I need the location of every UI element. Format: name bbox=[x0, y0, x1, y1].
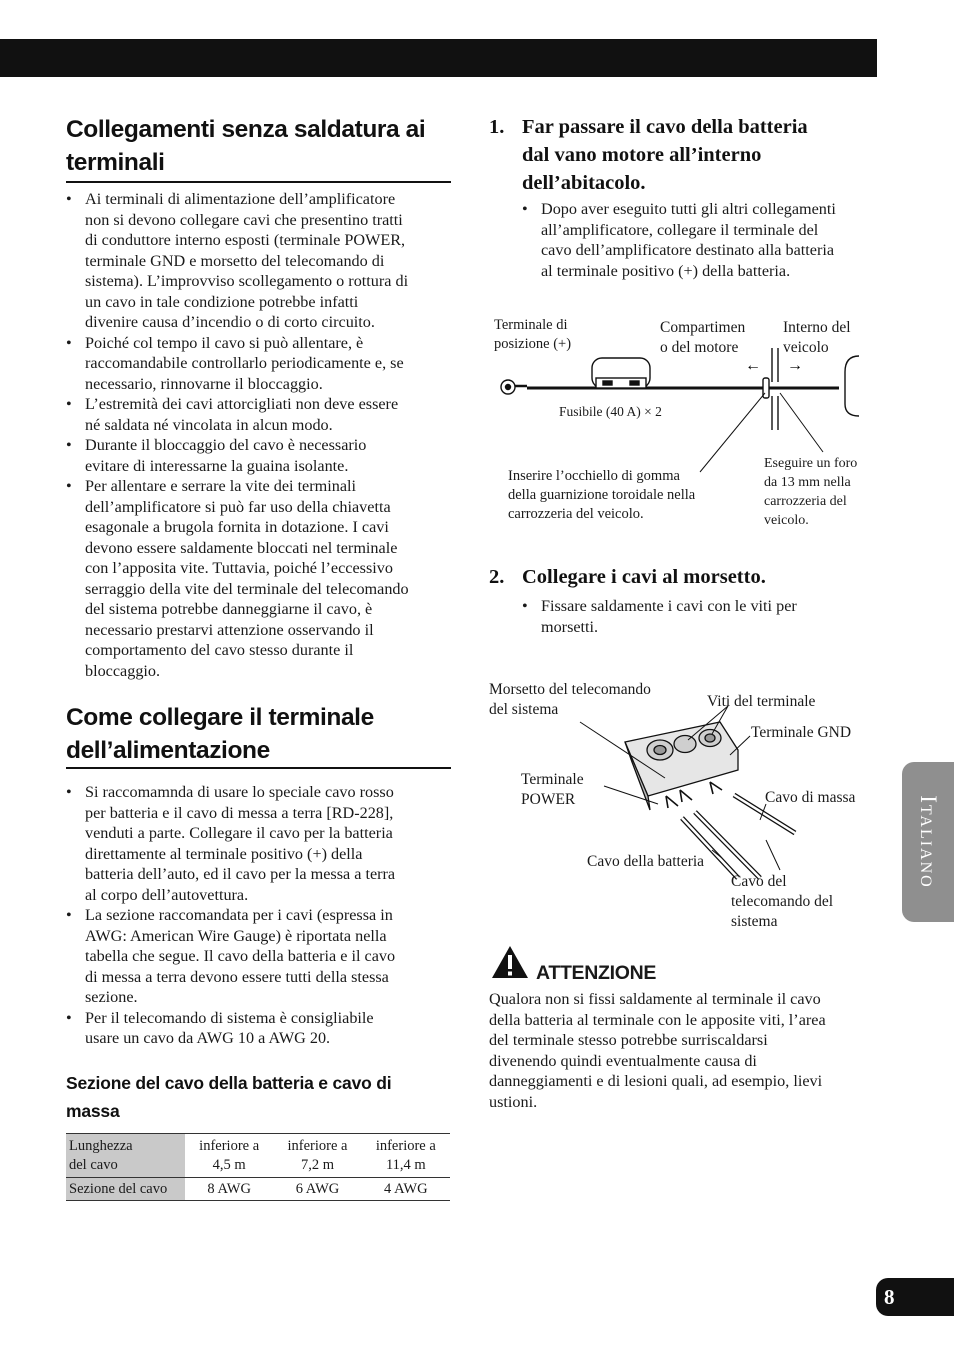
step-number: 2. bbox=[489, 566, 505, 588]
step-1-bullet-list bbox=[522, 199, 882, 281]
arrow-icon bbox=[680, 790, 692, 802]
bullet-item: • Dopo aver eseguito tutti gli altri collegamenti all’amplificatore, collegare il terminale del cavo dell’amplificatore destinato alla batteria al terminale positivo (+) della batteria. bbox=[522, 199, 882, 281]
hole-callout-line bbox=[780, 393, 823, 452]
subsection-title-cable-gauge: Sezione del cavo della batteria e cavo di massa bbox=[66, 1073, 392, 1121]
table-row-header: Lunghezza del cavo bbox=[66, 1134, 185, 1178]
table-row bbox=[66, 1134, 450, 1178]
bullet-item: • Per allentare e serrare la vite dei terminali dell’amplificatore si può far uso della chiavetta esagonale a brugola fornita in dotazione. I cavi devono essere saldamente bloccati nel terminale con l’apposita vite. Tuttavia, poiché l’eccessivo serraggio della vite del terminale del telecomando del sistema potrebbe danneggiarne il cavo, è necessario prestarvi attenzione osservando il comportamento del cavo stesso durante il bloccaggio. bbox=[66, 476, 456, 681]
language-tab-label: Italiano bbox=[916, 795, 941, 889]
header-bar bbox=[0, 39, 877, 77]
table-cell: 6 AWG bbox=[273, 1178, 361, 1201]
label-terminal-screws: Viti del terminale bbox=[707, 693, 816, 710]
bullet-item: • Per il telecomando di sistema è consigliabile usare un cavo da AWG 10 a AWG 20. bbox=[66, 1008, 456, 1049]
bullet-item: • La sezione raccomandata per i cavi (espressa in AWG: American Wire Gauge) è riportata nella tabella che segue. Il cavo della batteria e il cavo di messa a terra devono essere tutti della stessa sezione. bbox=[66, 905, 456, 1008]
fuse-contact bbox=[630, 381, 639, 385]
arrow-left-icon: ← bbox=[745, 357, 761, 374]
power-bullet-list bbox=[66, 782, 456, 1049]
label-fuse: Fusibile (40 A) × 2 bbox=[559, 404, 662, 419]
caution-text: Qualora non si fissi saldamente al terminale il cavo della batteria al terminale con le apposite viti, l’area del terminale stesso potrebbe surriscaldarsi divenendo quindi eventualmente causa di danneggiamenti e di lesioni quali, ad esempio, lievi ustioni. bbox=[489, 990, 826, 1111]
label-drill-hole: Eseguire un foro da 13 mm nella carrozzeria del veicolo. bbox=[764, 456, 858, 528]
cable-gauge-table bbox=[66, 1133, 450, 1201]
table-cell: inferiore a 11,4 m bbox=[362, 1134, 450, 1178]
screw-icon bbox=[674, 736, 696, 753]
section-rule bbox=[66, 181, 451, 183]
grommet-callout-line bbox=[700, 393, 765, 472]
ring-terminal-hole bbox=[506, 385, 511, 390]
label-grommet: Inserire l’occhiello di gomma della guarnizione toroidale nella carrozzeria del veicolo. bbox=[508, 468, 696, 522]
bullet-item: • Durante il bloccaggio del cavo è necessario evitare di interessarne la guaina isolante. bbox=[66, 435, 456, 476]
bullet-item: • Poiché col tempo il cavo si può allentare, è raccomandabile controllarlo periodicamente e, se necessario, rinnovarne il bloccaggio. bbox=[66, 333, 456, 395]
step-2-bullet-list bbox=[522, 596, 882, 637]
arrow-icon bbox=[666, 796, 678, 808]
arrow-right-icon: → bbox=[787, 357, 803, 374]
section-rule bbox=[66, 767, 451, 769]
screw-head bbox=[654, 746, 666, 755]
label-engine-compartment: Compartimen o del motore bbox=[660, 319, 746, 356]
table-cell: inferiore a 7,2 m bbox=[273, 1134, 361, 1178]
bullet-item: • Si raccomamnda di usare lo speciale cavo rosso per batteria e il cavo di messa a terra [RD-228], venduti a parte. Collegare il cavo per la batteria direttamente al terminale positivo (+) della batteria dell’auto, ed il cavo per la messa a terra al corpo dell’autovettura. bbox=[66, 782, 456, 905]
section-title-power-terminal: Come collegare il terminale dell’alimentazione bbox=[66, 704, 374, 764]
label-gnd-terminal: Terminale GND bbox=[751, 724, 852, 741]
amplifier-end-bracket bbox=[845, 356, 859, 416]
label-terminal-positive: Terminale di posizione (+) bbox=[494, 317, 572, 352]
bullet-item: • L’estremità dei cavi attorcigliati non deve essere né saldata né vincolata in alcun modo. bbox=[66, 394, 456, 435]
step-1-heading: 1. Far passare il cavo della batteria dal vano motore all’interno dell’abitacolo. bbox=[489, 113, 879, 197]
warning-triangle-icon bbox=[490, 944, 530, 980]
label-battery-cable: Cavo della batteria bbox=[587, 853, 705, 870]
section-title-connections: Collegamenti senza saldatura ai terminali bbox=[66, 116, 426, 176]
fuse-contact bbox=[603, 381, 612, 385]
label-remote-terminal: Morsetto del telecomando del sistema bbox=[489, 681, 651, 718]
connections-bullet-list bbox=[66, 189, 456, 681]
remote-cable-callout-line bbox=[766, 840, 780, 870]
label-vehicle-interior: Interno del veicolo bbox=[783, 319, 851, 356]
screw-head bbox=[705, 734, 715, 742]
table-cell: inferiore a 4,5 m bbox=[185, 1134, 273, 1178]
label-remote-cable: Cavo del telecomando del sistema bbox=[731, 873, 833, 930]
table-cell: 8 AWG bbox=[185, 1178, 273, 1201]
step-number: 1. bbox=[489, 116, 505, 138]
bullet-item: • Ai terminali di alimentazione dell’amplificatore non si devono collegare cavi che presentino tratti di conduttore interno esposti (terminale POWER, terminale GND e morsetto del telecomando di sistema). L’improvviso scollegamento o rottura di un cavo in tale condizione potrebbe infatti divenire causa d’incendio o di corto circuito. bbox=[66, 189, 456, 333]
page-number-tab bbox=[876, 1278, 954, 1316]
table-cell: 4 AWG bbox=[362, 1178, 450, 1201]
table-row bbox=[66, 1178, 450, 1201]
step-2-heading: 2. Collegare i cavi al morsetto. bbox=[489, 563, 879, 591]
bullet-item: • Fissare saldamente i cavi con le viti per morsetti. bbox=[522, 596, 882, 637]
language-tab bbox=[902, 762, 954, 922]
arrow-icon bbox=[710, 782, 722, 794]
table-row-header: Sezione del cavo bbox=[66, 1178, 185, 1201]
page-number: 8 bbox=[884, 1285, 895, 1309]
label-power-terminal: Terminale POWER bbox=[521, 771, 584, 808]
label-ground-cable: Cavo di massa bbox=[765, 789, 856, 806]
caution-title: ATTENZIONE bbox=[536, 962, 657, 984]
